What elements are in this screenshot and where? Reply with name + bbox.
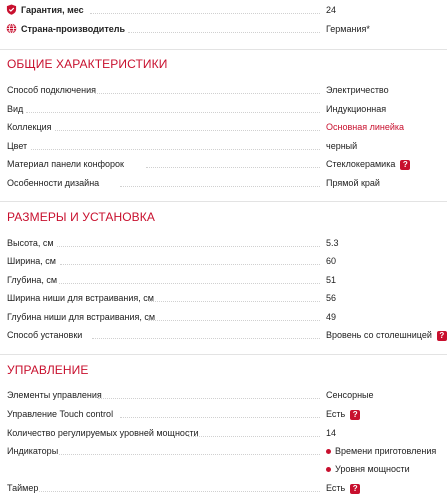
spec-row (0, 406, 447, 422)
spec-label: Элементы управления (7, 390, 102, 400)
spec-label: Таймер (7, 483, 39, 493)
section-title-general: ОБЩИЕ ХАРАКТЕРИСТИКИ (7, 57, 168, 71)
section-title-dimensions: РАЗМЕРЫ И УСТАНОВКА (7, 210, 155, 224)
help-icon[interactable]: ? (350, 410, 360, 420)
bullet-dot (326, 449, 331, 454)
spec-value-with-help (326, 406, 360, 422)
help-icon[interactable]: ? (437, 331, 447, 341)
dotted-leader (120, 417, 320, 418)
spec-row (0, 156, 447, 172)
spec-label: Способ установки (7, 330, 83, 340)
spec-value: Есть (326, 409, 346, 419)
spec-label: Глубина ниши для встраивания, см (7, 312, 156, 322)
dotted-leader (26, 112, 320, 113)
dotted-leader (60, 264, 320, 265)
dotted-leader (59, 283, 320, 284)
spec-value: 49 (326, 312, 337, 322)
spec-label: Высота, см (7, 238, 54, 248)
spec-label: Индикаторы (7, 446, 59, 456)
spec-value: Вровень со столешницей (326, 330, 432, 340)
spec-label: Цвет (7, 141, 28, 151)
help-icon[interactable]: ? (350, 484, 360, 494)
spec-row (0, 101, 447, 117)
spec-row (0, 387, 447, 403)
spec-row (0, 327, 447, 343)
spec-row (0, 480, 447, 496)
spec-value: 5.3 (326, 238, 339, 248)
spec-label: Способ подключения (7, 85, 96, 95)
dotted-leader (95, 93, 320, 94)
spec-row (0, 138, 447, 154)
section-divider (0, 201, 447, 202)
dotted-leader (128, 32, 320, 33)
spec-label: Страна-производитель (21, 24, 125, 34)
spec-value: Уровня мощности (335, 464, 410, 474)
dotted-leader (92, 338, 320, 339)
section-divider (0, 49, 447, 50)
spec-row-warranty (0, 2, 447, 18)
dotted-leader (149, 301, 320, 302)
dotted-leader (120, 186, 320, 187)
spec-value: Сенсорные (326, 390, 374, 400)
spec-label: Ширина ниши для встраивания, см (7, 293, 154, 303)
spec-value-with-help (326, 327, 447, 343)
collection-link[interactable]: Основная линейка (326, 122, 405, 132)
indicator-list-item (326, 461, 410, 477)
spec-value: 51 (326, 275, 337, 285)
bullet-dot (326, 467, 331, 472)
spec-label: Управление Touch control (7, 409, 114, 419)
spec-row-continuation (0, 461, 447, 477)
section-title-controls: УПРАВЛЕНИЕ (7, 363, 89, 377)
spec-value: 56 (326, 293, 337, 303)
spec-value: 60 (326, 256, 337, 266)
help-icon[interactable]: ? (400, 160, 410, 170)
dotted-leader (90, 13, 320, 14)
spec-row (0, 235, 447, 251)
spec-row-country (0, 21, 447, 37)
spec-row (0, 119, 447, 135)
spec-value: Индукционная (326, 104, 387, 114)
spec-row (0, 175, 447, 191)
spec-label: Особенности дизайна (7, 178, 100, 188)
dotted-leader (39, 491, 320, 492)
spec-label: Коллекция (7, 122, 52, 132)
spec-value: Электричество (326, 85, 389, 95)
spec-value: 24 (326, 5, 337, 15)
spec-label: Гарантия, мес (21, 5, 84, 15)
dotted-leader (188, 436, 320, 437)
spec-row (0, 253, 447, 269)
spec-row (0, 443, 447, 459)
dotted-leader (57, 246, 320, 247)
spec-value: 14 (326, 428, 337, 438)
globe-icon (6, 23, 17, 34)
spec-row (0, 82, 447, 98)
spec-value: черный (326, 141, 358, 151)
spec-row (0, 425, 447, 441)
dotted-leader (146, 167, 320, 168)
dotted-leader (59, 454, 320, 455)
spec-value: Времени приготовления (335, 446, 437, 456)
spec-value: Есть (326, 483, 346, 493)
shield-check-icon (6, 4, 17, 15)
spec-value-with-help (326, 156, 410, 172)
spec-value: Стеклокерамика (326, 159, 396, 169)
section-divider (0, 354, 447, 355)
dotted-leader (148, 320, 320, 321)
spec-label: Вид (7, 104, 24, 114)
spec-label: Количество регулируемых уровней мощности (7, 428, 199, 438)
spec-row (0, 309, 447, 325)
spec-value-with-help (326, 480, 360, 496)
dotted-leader (98, 398, 320, 399)
spec-row (0, 272, 447, 288)
spec-value: Германия* (326, 24, 370, 34)
spec-value: Прямой край (326, 178, 380, 188)
spec-label: Материал панели конфорок (7, 159, 124, 169)
spec-row (0, 290, 447, 306)
indicator-list-item (326, 443, 436, 459)
dotted-leader (31, 149, 320, 150)
dotted-leader (55, 130, 320, 131)
spec-label: Глубина, см (7, 275, 58, 285)
spec-label: Ширина, см (7, 256, 56, 266)
